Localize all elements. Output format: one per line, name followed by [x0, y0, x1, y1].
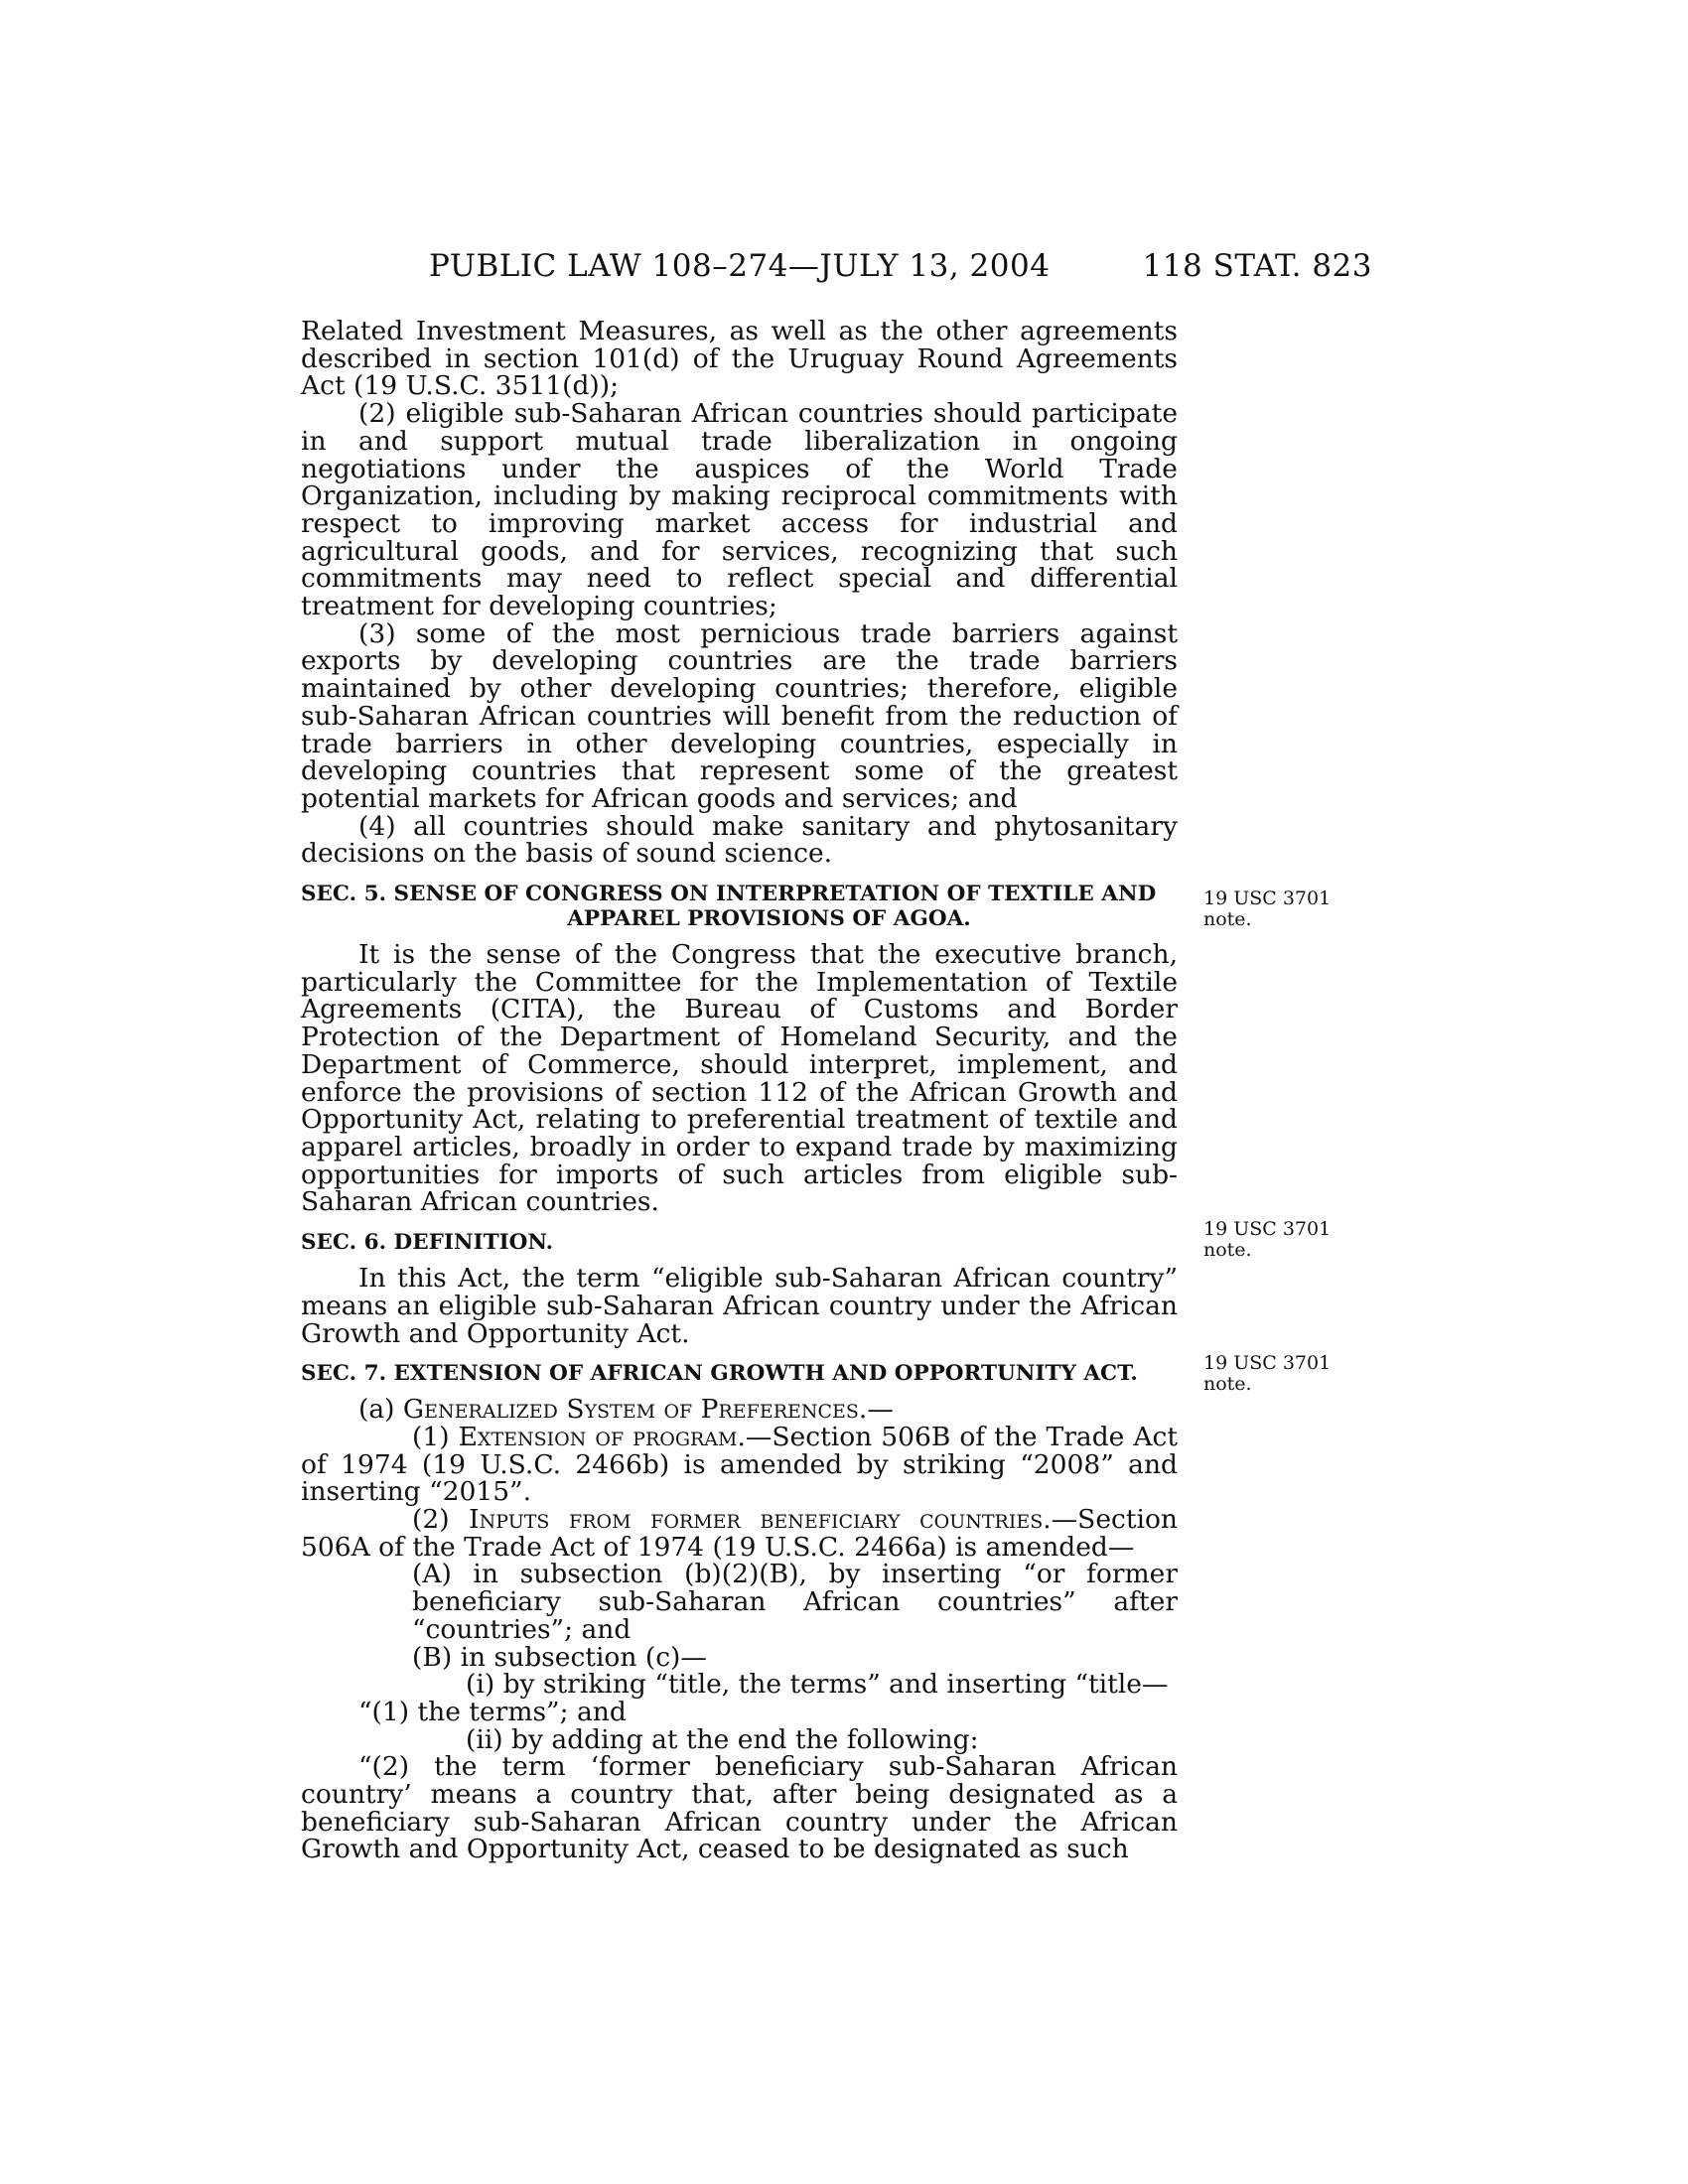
sec7-a1-text: —Section 506B of the Trade Act of 1974 (19 U.S.C. 2466b) is amended by striking “2008” and inserting “2015”.	[301, 1421, 1178, 1508]
sec5-text: It is the sense of the Congress that the executive branch, particularly the Committee for the Implementation of Textile Agreements (CITA), the Bureau of Customs and Border Protection of the Department of Homeland Security, and the Department of Commerce, should interpret, implement, and enforce the provisions of section 112 of the African Growth and Opportunity Act, relating to preferential treatment of textile and apparel articles, broadly in order to expand trade by maximizing opportunities for imports of such articles from eligible sub-Saharan African countries.	[301, 939, 1178, 1218]
sec5-heading	[301, 882, 1178, 931]
margin-note-sec6	[1203, 1219, 1352, 1261]
margin-note-sec5	[1203, 888, 1352, 930]
note-citation: 19 USC 3701	[1203, 887, 1332, 909]
sec7-a2-caption: Inputs from former beneficiary countries.	[469, 1504, 1052, 1536]
sec7-a1	[301, 1421, 1178, 1508]
document-body	[301, 318, 1178, 1863]
sec7-a-caption: Generalized System of Preferences.	[402, 1394, 868, 1426]
sec7-quote-2: “(2) the term ‘former beneficiary sub-Saharan African country’ means a country that, after being designated as a beneficiary sub-Saharan African country under the African Growth and Opportunity Act, ceased to be designated as such	[301, 1751, 1178, 1865]
note-citation: 19 USC 3701	[1203, 1218, 1332, 1240]
sec6-text: In this Act, the term “eligible sub-Saharan African country” means an eligible sub-Saharan African country under the African Growth and Opportunity Act.	[301, 1263, 1178, 1349]
sec7-a2-text: —Section 506A of the Trade Act of 1974 (19 U.S.C. 2466a) is amended—	[301, 1504, 1178, 1563]
sec5-heading-line2: APPAREL PROVISIONS OF AGOA.	[567, 906, 971, 932]
running-title: PUBLIC LAW 108–274—JULY 13, 2004	[429, 248, 1051, 284]
sec7-a2-A: (A) in subsection (b)(2)(B), by inserting “or former beneficiary sub-Saharan African countries” after “countries”; and	[412, 1559, 1178, 1645]
sec7-a2-B-ii: (ii) by adding at the end the following:	[466, 1723, 979, 1755]
sec7-a2-B: (B) in subsection (c)—	[412, 1641, 707, 1673]
paragraph-continued: Related Investment Measures, as well as the other agreements described in section 101(d) of the Uruguay Round Agreements Act (19 U.S.C. 3511(d));	[301, 316, 1178, 402]
paragraph-4: (4) all countries should make sanitary and phytosanitary decisions on the basis of sound science.	[301, 810, 1178, 870]
sec7-a1-prefix: (1)	[412, 1421, 459, 1452]
sec6-heading: SEC. 6. DEFINITION.	[301, 1230, 554, 1256]
paragraph-2: (2) eligible sub-Saharan African countries should participate in and support mutual trade liberalization in ongoing negotiations under the auspices of the World Trade Organization, including by making reciprocal commitments with respect to improving market access for industrial and agricultural goods, and for services, recognizing that such commitments may need to reflect special and differential treatment for developing countries;	[301, 398, 1178, 622]
note-label: note.	[1203, 1373, 1252, 1395]
sec7-a2	[301, 1506, 1178, 1561]
note-citation: 19 USC 3701	[1203, 1352, 1332, 1374]
paragraph-3: (3) some of the most pernicious trade barriers against exports by developing countries are the trade barriers maintained by other developing countries; therefore, eligible sub-Saharan African countries will benefit from the reduction of trade barriers in other developing countries, especially in developing countries that represent some of the greatest potential markets for African goods and services; and	[301, 617, 1178, 814]
margin-note-sec7	[1203, 1353, 1352, 1395]
sec7-heading: SEC. 7. EXTENSION OF AFRICAN GROWTH AND OPPORTUNITY ACT.	[301, 1361, 1138, 1387]
sec7-a1-caption: Extension of program.	[458, 1421, 746, 1452]
page-header	[429, 248, 1372, 288]
sec7-a	[301, 1396, 1178, 1424]
note-label: note.	[1203, 908, 1252, 930]
sec5-heading-line1: SEC. 5. SENSE OF CONGRESS ON INTERPRETATION OF TEXTILE AND	[301, 882, 1157, 907]
sec7-a2-prefix: (2)	[412, 1504, 470, 1536]
sec7-a-prefix: (a)	[358, 1394, 403, 1426]
sec7-a2-B-i: (i) by striking “title, the terms” and inserting “title—	[466, 1669, 1169, 1701]
sec7-a-suffix: —	[867, 1394, 894, 1426]
sec7-quote-1: “(1) the terms”; and	[358, 1696, 627, 1727]
note-label: note.	[1203, 1239, 1252, 1261]
statute-page-number: 118 STAT. 823	[1142, 248, 1372, 284]
